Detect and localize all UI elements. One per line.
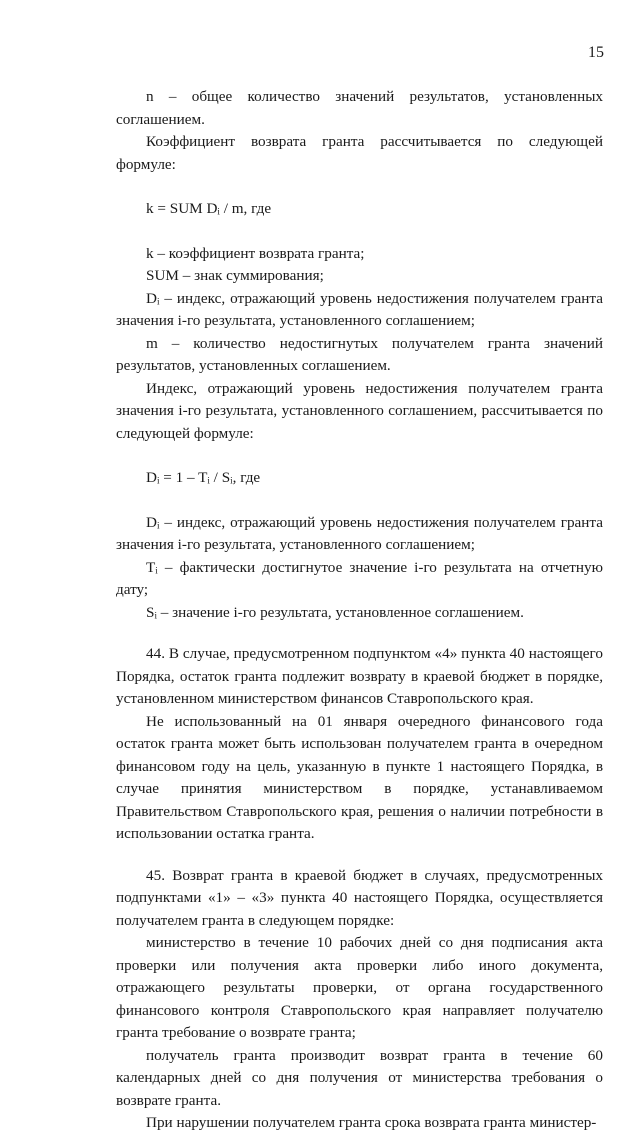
definition-m: m – количество недостигнутых получателем гранта значений результатов, установленных соглашением. [116, 334, 603, 374]
page-number: 15 [588, 44, 604, 61]
paragraph-44: 44. В случае, предусмотренном подпунктом «4» пункта 40 настоящего Порядка, остаток гранта подлежит возврату в краевой бюджет в порядке, установленном министерством финансов Ставропольского края. [116, 645, 603, 707]
paragraph-coefficient-intro: Коэффициент возврата гранта рассчитывается по следующей формуле: [116, 133, 603, 173]
paragraph-45-ministry: министерство в течение 10 рабочих дней со дня подписания акта проверки или получения акта проверки либо иного документа, отражающего результаты проверки, от органа государственного финансового контроля Ставропольского края направляет получателю гранта требование о возврате гранта; [116, 934, 603, 1041]
definition-k: k – коэффициент возврата гранта; [146, 244, 365, 262]
paragraph-44-remainder: Не использованный на 01 января очередного финансового года остаток гранта может быть использован получателем гранта в очередном финансовом году на цель, указанную в пункте 1 настоящего Порядка, в случае принятия министерством в порядке, устанавливаемом Правительством Ставропольского края, решения о наличии потребности в использовании остатка гранта. [116, 712, 603, 842]
paragraph-45: 45. Возврат гранта в краевой бюджет в случаях, предусмотренных подпунктами «1» – «3» пункта 40 настоящего Порядка, осуществляется получателем гранта в следующем порядке: [116, 866, 603, 929]
definition-sum: SUM – знак суммирования; [146, 267, 324, 284]
definition-di-2: Dᵢ – индекс, отражающий уровень недостижения получателем гранта значения i-го результата, установленного соглашением; [116, 513, 603, 553]
paragraph-n-definition: n – общее количество значений результатов, установленных соглашением. [116, 88, 603, 128]
formula-k: k = SUM Dᵢ / m, где [146, 200, 272, 217]
paragraph-45-violation: При нарушении получателем гранта срока возврата гранта министер- [146, 1114, 597, 1131]
document-body [116, 86, 603, 1135]
definition-di: Dᵢ – индекс, отражающий уровень недостижения получателем гранта значения i-го результата, установленного соглашением; [116, 289, 603, 329]
formula-di: Dᵢ = 1 – Tᵢ / Sᵢ, где [146, 469, 261, 486]
definition-ti: Tᵢ – фактически достигнутое значение i-го результата на отчетную дату; [116, 558, 603, 598]
paragraph-45-recipient: получатель гранта производит возврат гранта в течение 60 календарных дней со дня получения от министерства требования о возврате гранта. [116, 1046, 603, 1109]
definition-si: Sᵢ – значение i-го результата, установленное соглашением. [146, 603, 524, 621]
paragraph-index-intro: Индекс, отражающий уровень недостижения получателем гранта значения i-го результата, установленного соглашением, рассчитывается по следующей формуле: [116, 379, 603, 442]
